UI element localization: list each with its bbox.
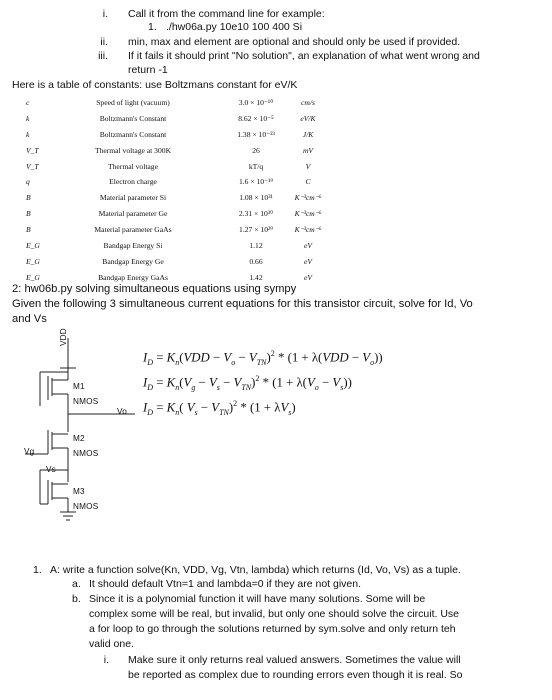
- list-item-text: min, max and element are optional and should only be used if provided.: [128, 36, 461, 48]
- list-marker: i.: [102, 8, 108, 20]
- constant-value: 1.38 × 10⁻²³: [237, 129, 275, 139]
- list-item-text: Call it from the command line for example:: [128, 8, 325, 20]
- constant-unit: K⁻³cm⁻⁶: [294, 193, 322, 203]
- equation-1: $I_D = K_n(VDD - V_o - V_{TN})^2 * (1 + \lambda(VDD - V_o))$: [143, 349, 383, 367]
- section-intro: Given the following 3 simultaneous current equations for this transistor circuit, solve for Id, Vo: [12, 298, 473, 310]
- vdd-label: VDD: [59, 328, 68, 346]
- constant-symbol: V_T: [26, 161, 39, 171]
- constants-row: [18, 206, 538, 222]
- constant-symbol: k: [26, 113, 30, 123]
- constant-name: Material parameter GaAs: [94, 225, 172, 235]
- constant-symbol: V_T: [26, 145, 39, 155]
- vs-label: Vs: [46, 465, 56, 474]
- constant-value: 1.27 × 10²⁹: [239, 225, 273, 235]
- constant-unit: mV: [302, 145, 314, 155]
- constant-name: Thermal voltage: [108, 161, 158, 171]
- constant-unit: K⁻³cm⁻⁶: [294, 209, 322, 219]
- list-marker: a.: [72, 578, 81, 590]
- list-marker: b.: [72, 593, 81, 605]
- constants-row: [18, 127, 538, 143]
- constant-name: Bandgap Energy Si: [103, 241, 163, 251]
- constants-row: [18, 222, 538, 238]
- constant-unit: cm/s: [301, 98, 315, 107]
- constant-name: Material parameter Ge: [98, 209, 168, 219]
- list-item-text: a for loop to go through the solutions returned by sym.solve and only return teh: [89, 623, 456, 635]
- list-item-text: valid one.: [89, 638, 134, 650]
- vo-label: Vo: [117, 407, 127, 416]
- constants-row: [18, 238, 538, 254]
- m3-label: M3: [73, 487, 85, 496]
- list-item-text: complex some will be real, but invalid, but only one should solve the circuit. Use: [89, 608, 460, 620]
- constant-symbol: E_G: [26, 256, 40, 266]
- list-marker: i.: [103, 654, 109, 666]
- constant-value: 1.12: [249, 241, 263, 251]
- constant-symbol: B: [26, 209, 31, 219]
- constant-value: 2.31 × 10³⁰: [238, 209, 274, 219]
- constant-unit: eV: [303, 272, 312, 282]
- constant-unit: K⁻³cm⁻⁶: [294, 225, 322, 235]
- constant-name: Boltzmann's Constant: [99, 129, 167, 139]
- constants-row: [18, 111, 538, 127]
- constant-name: Speed of light (vacuum): [96, 98, 170, 107]
- constant-symbol: q: [26, 177, 30, 187]
- constant-unit: eV: [303, 256, 312, 266]
- constant-value: 1.6 × 10⁻¹⁹: [238, 177, 274, 187]
- constant-unit: eV: [303, 241, 312, 251]
- constants-table: [18, 95, 538, 286]
- constant-value: 8.62 × 10⁻⁵: [238, 113, 274, 123]
- constants-row: [18, 174, 538, 190]
- constant-value: 3.0 × 10⁻¹⁰: [238, 98, 274, 107]
- constant-name: Electron charge: [109, 177, 157, 187]
- constant-value: 1.42: [249, 272, 263, 282]
- constant-symbol: c: [26, 98, 30, 107]
- list-item-text: It should default Vtn=1 and lambda=0 if they are not given.: [89, 578, 362, 590]
- constant-symbol: E_G: [26, 241, 40, 251]
- section-intro: and Vs: [12, 313, 47, 325]
- list-marker: iii.: [98, 50, 108, 62]
- constants-row: [18, 143, 538, 159]
- list-item-text: If it fails it should print "No solution", an explanation of what went wrong and: [128, 50, 480, 62]
- list-item-text: Since it is a polynomial function it will have many solutions. Some will be: [89, 593, 426, 605]
- constant-unit: J/K: [302, 129, 314, 139]
- constants-row: [18, 254, 538, 270]
- nmos3-label: NMOS: [73, 502, 99, 511]
- constant-value: 26: [252, 145, 260, 155]
- m2-label: M2: [73, 434, 85, 443]
- constants-row: [18, 159, 538, 175]
- constant-value: 0.66: [249, 256, 263, 266]
- list-item-text: be reported as complex due to rounding errors even though it is real. So: [128, 669, 463, 681]
- vg-label: Vg: [24, 447, 35, 456]
- list-marker: ii.: [100, 36, 108, 48]
- constant-name: Boltzmann's Constant: [99, 113, 167, 123]
- nmos2-label: NMOS: [73, 449, 99, 458]
- constant-value: kT/q: [248, 161, 264, 171]
- constant-value: 1.08 × 10³¹: [239, 193, 273, 203]
- constants-row: [18, 95, 538, 111]
- constant-symbol: k: [26, 129, 30, 139]
- equation-3: $I_D = K_n$( $V_s - V_{TN})^2 * (1 + \lambda V_s)$: [143, 399, 296, 417]
- list-item-text: Make sure it only returns real valued answers. Sometimes the value will: [128, 654, 461, 666]
- list-item-text: return -1: [128, 64, 168, 76]
- list-marker: 1.: [33, 564, 42, 576]
- constant-name: Bandgap Energy GaAs: [98, 272, 168, 282]
- constant-name: Material parameter Si: [99, 193, 167, 203]
- m1-label: M1: [73, 382, 85, 391]
- constant-symbol: B: [26, 193, 31, 203]
- list-item-text: A: write a function solve(Kn, VDD, Vg, Vtn, lambda) which returns (Id, Vo, Vs) as a tuple.: [50, 564, 461, 576]
- constant-unit: eV/K: [300, 113, 316, 123]
- nmos1-label: NMOS: [73, 397, 99, 406]
- section-title: 2: hw06b.py solving simultaneous equations using sympy: [12, 283, 297, 295]
- constant-unit: C: [305, 177, 311, 187]
- constant-name: Thermal voltage at 300K: [94, 145, 172, 155]
- constant-name: Bandgap Energy Ge: [102, 256, 164, 266]
- list-item-text: ./hw06a.py 10e10 100 400 Si: [166, 21, 303, 33]
- list-marker: 1.: [148, 21, 157, 33]
- constant-symbol: B: [26, 225, 31, 235]
- equation-2: $I_D = K_n(V_g - V_s - V_{TN})^2 * (1 + \lambda(V_o - V_s))$: [143, 374, 352, 392]
- constant-unit: V: [305, 161, 311, 171]
- constant-symbol: E_G: [26, 272, 40, 282]
- transistor-circuit: [0, 330, 150, 530]
- constants-heading: Here is a table of constants: use Boltzmans constant for eV/K: [12, 79, 298, 91]
- constants-row: [18, 190, 538, 206]
